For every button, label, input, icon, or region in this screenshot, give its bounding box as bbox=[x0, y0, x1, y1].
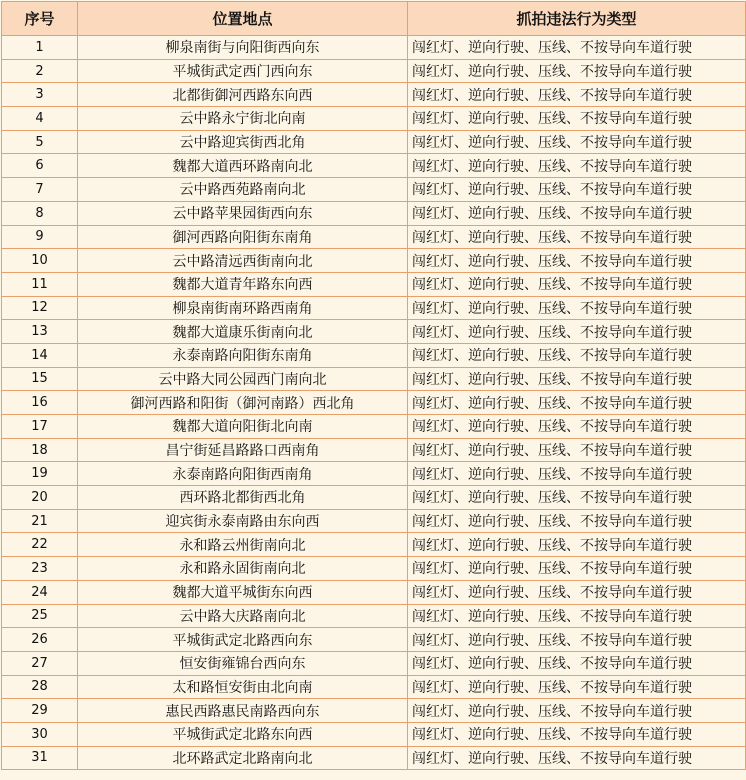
row-violation: 闯红灯、逆向行驶、压线、不按导向车道行驶 bbox=[408, 651, 746, 675]
row-index: 4 bbox=[2, 107, 78, 131]
row-violation: 闯红灯、逆向行驶、压线、不按导向车道行驶 bbox=[408, 557, 746, 581]
table-row bbox=[2, 130, 746, 154]
row-location: 北环路武定北路南向北 bbox=[78, 746, 408, 770]
camera-locations-table bbox=[1, 1, 746, 770]
row-index: 22 bbox=[2, 533, 78, 557]
row-violation: 闯红灯、逆向行驶、压线、不按导向车道行驶 bbox=[408, 130, 746, 154]
row-violation: 闯红灯、逆向行驶、压线、不按导向车道行驶 bbox=[408, 320, 746, 344]
row-location: 魏都大道西环路南向北 bbox=[78, 154, 408, 178]
table-row bbox=[2, 59, 746, 83]
table-row bbox=[2, 604, 746, 628]
row-location: 平城街武定西门西向东 bbox=[78, 59, 408, 83]
table-row bbox=[2, 391, 746, 415]
table-row bbox=[2, 533, 746, 557]
row-violation: 闯红灯、逆向行驶、压线、不按导向车道行驶 bbox=[408, 628, 746, 652]
row-violation: 闯红灯、逆向行驶、压线、不按导向车道行驶 bbox=[408, 391, 746, 415]
table-row bbox=[2, 154, 746, 178]
table-row bbox=[2, 107, 746, 131]
row-index: 25 bbox=[2, 604, 78, 628]
row-location: 云中路西苑路南向北 bbox=[78, 178, 408, 202]
row-index: 16 bbox=[2, 391, 78, 415]
table-row bbox=[2, 320, 746, 344]
row-location: 西环路北都街西北角 bbox=[78, 486, 408, 510]
row-violation: 闯红灯、逆向行驶、压线、不按导向车道行驶 bbox=[408, 249, 746, 273]
table-row bbox=[2, 722, 746, 746]
table-row bbox=[2, 628, 746, 652]
header-violation-type: 抓拍违法行为类型 bbox=[408, 2, 746, 36]
row-location: 魏都大道康乐街南向北 bbox=[78, 320, 408, 344]
row-location: 云中路永宁街北向南 bbox=[78, 107, 408, 131]
row-location: 永泰南路向阳街西南角 bbox=[78, 462, 408, 486]
row-location: 魏都大道平城街东向西 bbox=[78, 580, 408, 604]
table-header-row bbox=[2, 2, 746, 36]
row-violation: 闯红灯、逆向行驶、压线、不按导向车道行驶 bbox=[408, 722, 746, 746]
row-index: 21 bbox=[2, 509, 78, 533]
row-violation: 闯红灯、逆向行驶、压线、不按导向车道行驶 bbox=[408, 486, 746, 510]
row-violation: 闯红灯、逆向行驶、压线、不按导向车道行驶 bbox=[408, 36, 746, 60]
row-index: 2 bbox=[2, 59, 78, 83]
row-location: 永泰南路向阳街东南角 bbox=[78, 343, 408, 367]
table-row bbox=[2, 699, 746, 723]
table-row bbox=[2, 36, 746, 60]
row-index: 10 bbox=[2, 249, 78, 273]
row-violation: 闯红灯、逆向行驶、压线、不按导向车道行驶 bbox=[408, 746, 746, 770]
row-index: 28 bbox=[2, 675, 78, 699]
row-location: 云中路大庆路南向北 bbox=[78, 604, 408, 628]
row-location: 云中路苹果园街西向东 bbox=[78, 201, 408, 225]
header-index: 序号 bbox=[2, 2, 78, 36]
table-row bbox=[2, 225, 746, 249]
table-row bbox=[2, 486, 746, 510]
row-violation: 闯红灯、逆向行驶、压线、不按导向车道行驶 bbox=[408, 533, 746, 557]
table-row bbox=[2, 462, 746, 486]
table-row bbox=[2, 557, 746, 581]
row-index: 27 bbox=[2, 651, 78, 675]
row-location: 永和路永固街南向北 bbox=[78, 557, 408, 581]
row-index: 9 bbox=[2, 225, 78, 249]
row-index: 11 bbox=[2, 272, 78, 296]
row-index: 20 bbox=[2, 486, 78, 510]
row-violation: 闯红灯、逆向行驶、压线、不按导向车道行驶 bbox=[408, 201, 746, 225]
row-index: 1 bbox=[2, 36, 78, 60]
row-location: 永和路云州街南向北 bbox=[78, 533, 408, 557]
row-location: 云中路大同公园西门南向北 bbox=[78, 367, 408, 391]
row-index: 8 bbox=[2, 201, 78, 225]
row-violation: 闯红灯、逆向行驶、压线、不按导向车道行驶 bbox=[408, 675, 746, 699]
table-row bbox=[2, 296, 746, 320]
row-location: 魏都大道向阳街北向南 bbox=[78, 415, 408, 439]
row-location: 柳泉南街与向阳街西向东 bbox=[78, 36, 408, 60]
row-violation: 闯红灯、逆向行驶、压线、不按导向车道行驶 bbox=[408, 59, 746, 83]
table-body bbox=[2, 36, 746, 770]
row-index: 29 bbox=[2, 699, 78, 723]
row-location: 北都街御河西路东向西 bbox=[78, 83, 408, 107]
table-row bbox=[2, 272, 746, 296]
row-violation: 闯红灯、逆向行驶、压线、不按导向车道行驶 bbox=[408, 272, 746, 296]
row-violation: 闯红灯、逆向行驶、压线、不按导向车道行驶 bbox=[408, 699, 746, 723]
row-location: 恒安街雍锦台西向东 bbox=[78, 651, 408, 675]
row-index: 18 bbox=[2, 438, 78, 462]
row-violation: 闯红灯、逆向行驶、压线、不按导向车道行驶 bbox=[408, 343, 746, 367]
row-violation: 闯红灯、逆向行驶、压线、不按导向车道行驶 bbox=[408, 438, 746, 462]
table-row bbox=[2, 178, 746, 202]
table-row bbox=[2, 746, 746, 770]
row-location: 平城街武定北路西向东 bbox=[78, 628, 408, 652]
row-index: 17 bbox=[2, 415, 78, 439]
row-violation: 闯红灯、逆向行驶、压线、不按导向车道行驶 bbox=[408, 604, 746, 628]
row-index: 15 bbox=[2, 367, 78, 391]
row-violation: 闯红灯、逆向行驶、压线、不按导向车道行驶 bbox=[408, 296, 746, 320]
row-violation: 闯红灯、逆向行驶、压线、不按导向车道行驶 bbox=[408, 154, 746, 178]
row-location: 云中路迎宾街西北角 bbox=[78, 130, 408, 154]
row-location: 云中路清远西街南向北 bbox=[78, 249, 408, 273]
row-violation: 闯红灯、逆向行驶、压线、不按导向车道行驶 bbox=[408, 580, 746, 604]
row-location: 迎宾街永泰南路由东向西 bbox=[78, 509, 408, 533]
row-location: 惠民西路惠民南路西向东 bbox=[78, 699, 408, 723]
row-violation: 闯红灯、逆向行驶、压线、不按导向车道行驶 bbox=[408, 107, 746, 131]
row-violation: 闯红灯、逆向行驶、压线、不按导向车道行驶 bbox=[408, 83, 746, 107]
row-violation: 闯红灯、逆向行驶、压线、不按导向车道行驶 bbox=[408, 225, 746, 249]
table-row bbox=[2, 438, 746, 462]
row-index: 23 bbox=[2, 557, 78, 581]
row-violation: 闯红灯、逆向行驶、压线、不按导向车道行驶 bbox=[408, 462, 746, 486]
table-row bbox=[2, 580, 746, 604]
row-index: 7 bbox=[2, 178, 78, 202]
table-row bbox=[2, 415, 746, 439]
row-index: 6 bbox=[2, 154, 78, 178]
row-location: 御河西路向阳街东南角 bbox=[78, 225, 408, 249]
row-location: 柳泉南街南环路西南角 bbox=[78, 296, 408, 320]
table-row bbox=[2, 249, 746, 273]
table-row bbox=[2, 675, 746, 699]
row-index: 13 bbox=[2, 320, 78, 344]
row-index: 26 bbox=[2, 628, 78, 652]
row-index: 3 bbox=[2, 83, 78, 107]
row-index: 12 bbox=[2, 296, 78, 320]
row-location: 魏都大道青年路东向西 bbox=[78, 272, 408, 296]
row-location: 昌宁街延昌路路口西南角 bbox=[78, 438, 408, 462]
row-violation: 闯红灯、逆向行驶、压线、不按导向车道行驶 bbox=[408, 367, 746, 391]
table-row bbox=[2, 651, 746, 675]
row-violation: 闯红灯、逆向行驶、压线、不按导向车道行驶 bbox=[408, 509, 746, 533]
row-index: 31 bbox=[2, 746, 78, 770]
row-location: 御河西路和阳街（御河南路）西北角 bbox=[78, 391, 408, 415]
row-index: 5 bbox=[2, 130, 78, 154]
row-index: 30 bbox=[2, 722, 78, 746]
row-index: 14 bbox=[2, 343, 78, 367]
row-index: 19 bbox=[2, 462, 78, 486]
row-index: 24 bbox=[2, 580, 78, 604]
row-location: 平城街武定北路东向西 bbox=[78, 722, 408, 746]
row-location: 太和路恒安街由北向南 bbox=[78, 675, 408, 699]
header-location: 位置地点 bbox=[78, 2, 408, 36]
table-row bbox=[2, 509, 746, 533]
table-row bbox=[2, 367, 746, 391]
table-row bbox=[2, 83, 746, 107]
row-violation: 闯红灯、逆向行驶、压线、不按导向车道行驶 bbox=[408, 415, 746, 439]
table-row bbox=[2, 201, 746, 225]
row-violation: 闯红灯、逆向行驶、压线、不按导向车道行驶 bbox=[408, 178, 746, 202]
table-row bbox=[2, 343, 746, 367]
